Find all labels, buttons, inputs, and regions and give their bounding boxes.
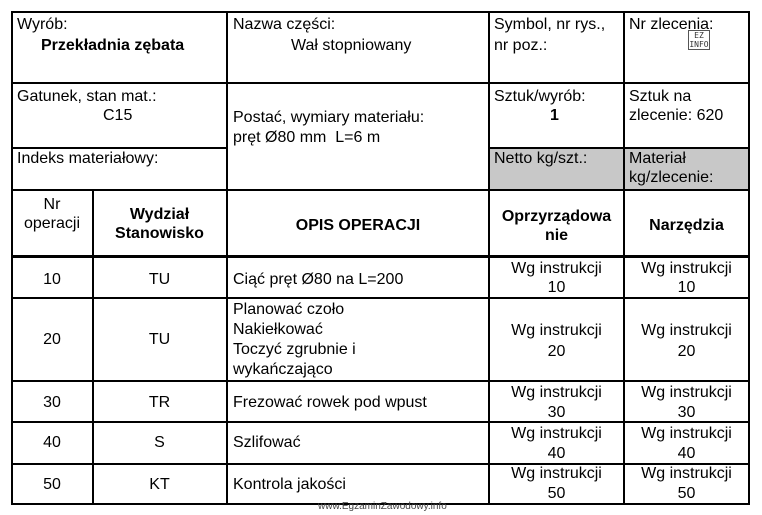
wyrob-value: Przekładnia zębata: [41, 37, 185, 54]
sztuk-wyrob-label: Sztuk/wyrób:: [494, 88, 586, 105]
table-row-wydzial: KT: [149, 476, 170, 493]
divider: [11, 189, 750, 191]
table-row-oprzyrzadowanie: Wg instrukcji 40: [511, 425, 602, 462]
divider: [226, 11, 228, 505]
gatunek-label: Gatunek, stan mat.:: [17, 88, 157, 105]
zlecenie-label: Nr zlecenia:: [629, 16, 714, 33]
postac-line2: pręt Ø80 mm L=6 m: [233, 129, 381, 146]
divider: [11, 82, 750, 84]
divider: [623, 11, 625, 505]
table-row-narzedzia: Wg instrukcji 30: [641, 384, 732, 421]
nazwa-value: Wał stopniowany: [291, 37, 412, 54]
symbol-cell: [494, 15, 622, 55]
table-row-nr: 40: [43, 434, 61, 451]
table-row-wydzial: TU: [148, 331, 171, 348]
col-wydzial-header: Wydział Stanowisko: [115, 206, 204, 242]
table-row-nr: 10: [43, 271, 61, 288]
table-row-oprzyrzadowanie: Wg instrukcji 10: [511, 260, 602, 296]
divider: [11, 421, 750, 423]
sztuk-zlecenie-line1: Sztuk na: [629, 88, 692, 105]
sztuk-zlecenie-cell: [629, 87, 747, 125]
postac-line1: Postać, wymiary materiału:: [233, 109, 425, 126]
sztuk-wyrob-cell: [494, 87, 622, 125]
table-row-opis: Ciąć pręt Ø80 na L=200: [233, 271, 404, 288]
indeks-cell: [17, 149, 225, 168]
material-line2: kg/zlecenie:: [629, 169, 714, 186]
netto-cell: [494, 149, 622, 168]
table-border-right: [748, 11, 750, 505]
postac-cell: [233, 108, 485, 147]
divider: [11, 297, 750, 299]
material-line1: Materiał: [629, 150, 686, 167]
sztuk-zlecenie-line2: zlecenie: 620: [629, 107, 724, 124]
table-row-narzedzia: Wg instrukcji 20: [641, 322, 732, 360]
info-stamp-icon: EZ INFO: [689, 31, 709, 49]
table-row-narzedzia: Wg instrukcji 10: [641, 260, 732, 296]
table-row-oprzyrzadowanie: Wg instrukcji 50: [511, 465, 602, 502]
divider: [11, 255, 750, 258]
table-row-wydzial: TU: [148, 271, 171, 288]
gatunek-value: C15: [103, 107, 133, 124]
symbol-label-line2: nr poz.:: [494, 37, 548, 54]
table-border-top: [11, 11, 750, 13]
sztuk-wyrob-value: 1: [550, 107, 559, 124]
col-opis-header: OPIS OPERACJI: [295, 217, 421, 234]
wyrob-cell: [17, 15, 225, 55]
divider: [488, 11, 490, 505]
indeks-label: Indeks materiałowy:: [17, 150, 159, 167]
divider: [11, 147, 227, 149]
divider: [489, 147, 750, 149]
divider: [11, 463, 750, 465]
table-row-nr: 50: [43, 476, 61, 493]
wyrob-label: Wyrób:: [17, 16, 68, 33]
gatunek-cell: [17, 87, 225, 125]
divider: [11, 380, 750, 382]
nazwa-cell: [233, 15, 485, 55]
nazwa-label: Nazwa części:: [233, 16, 336, 33]
symbol-label-line1: Symbol, nr rys.,: [494, 16, 606, 33]
col-nr-header: Nr operacji: [23, 196, 81, 232]
table-border-left: [11, 11, 13, 505]
col-narzedzia-header: Narzędzia: [649, 217, 724, 234]
table-row-nr: 20: [43, 331, 61, 348]
table-row-opis: Planować czoło Nakiełkować Toczyć zgrubnie i wykańczająco: [233, 301, 356, 378]
table-row-opis: Kontrola jakości: [233, 476, 346, 493]
watermark: www.EgzaminZawodowy.info: [318, 501, 447, 512]
table-row-wydzial: TR: [148, 394, 171, 411]
table-row-oprzyrzadowanie: Wg instrukcji 30: [511, 384, 602, 421]
netto-label: Netto kg/szt.:: [494, 150, 588, 167]
table-row-wydzial: S: [154, 434, 165, 451]
col-oprzyrzadowanie-header: Oprzyrządowa nie: [501, 208, 612, 244]
material-cell: [629, 149, 747, 187]
table-row-opis: Frezować rowek pod wpust: [233, 394, 427, 411]
table-row-narzedzia: Wg instrukcji 40: [641, 425, 732, 462]
table-row-opis: Szlifować: [233, 434, 301, 451]
table-row-narzedzia: Wg instrukcji 50: [641, 465, 732, 502]
table-row-oprzyrzadowanie: Wg instrukcji 20: [511, 322, 602, 360]
divider: [92, 189, 94, 505]
table-row-nr: 30: [43, 394, 61, 411]
